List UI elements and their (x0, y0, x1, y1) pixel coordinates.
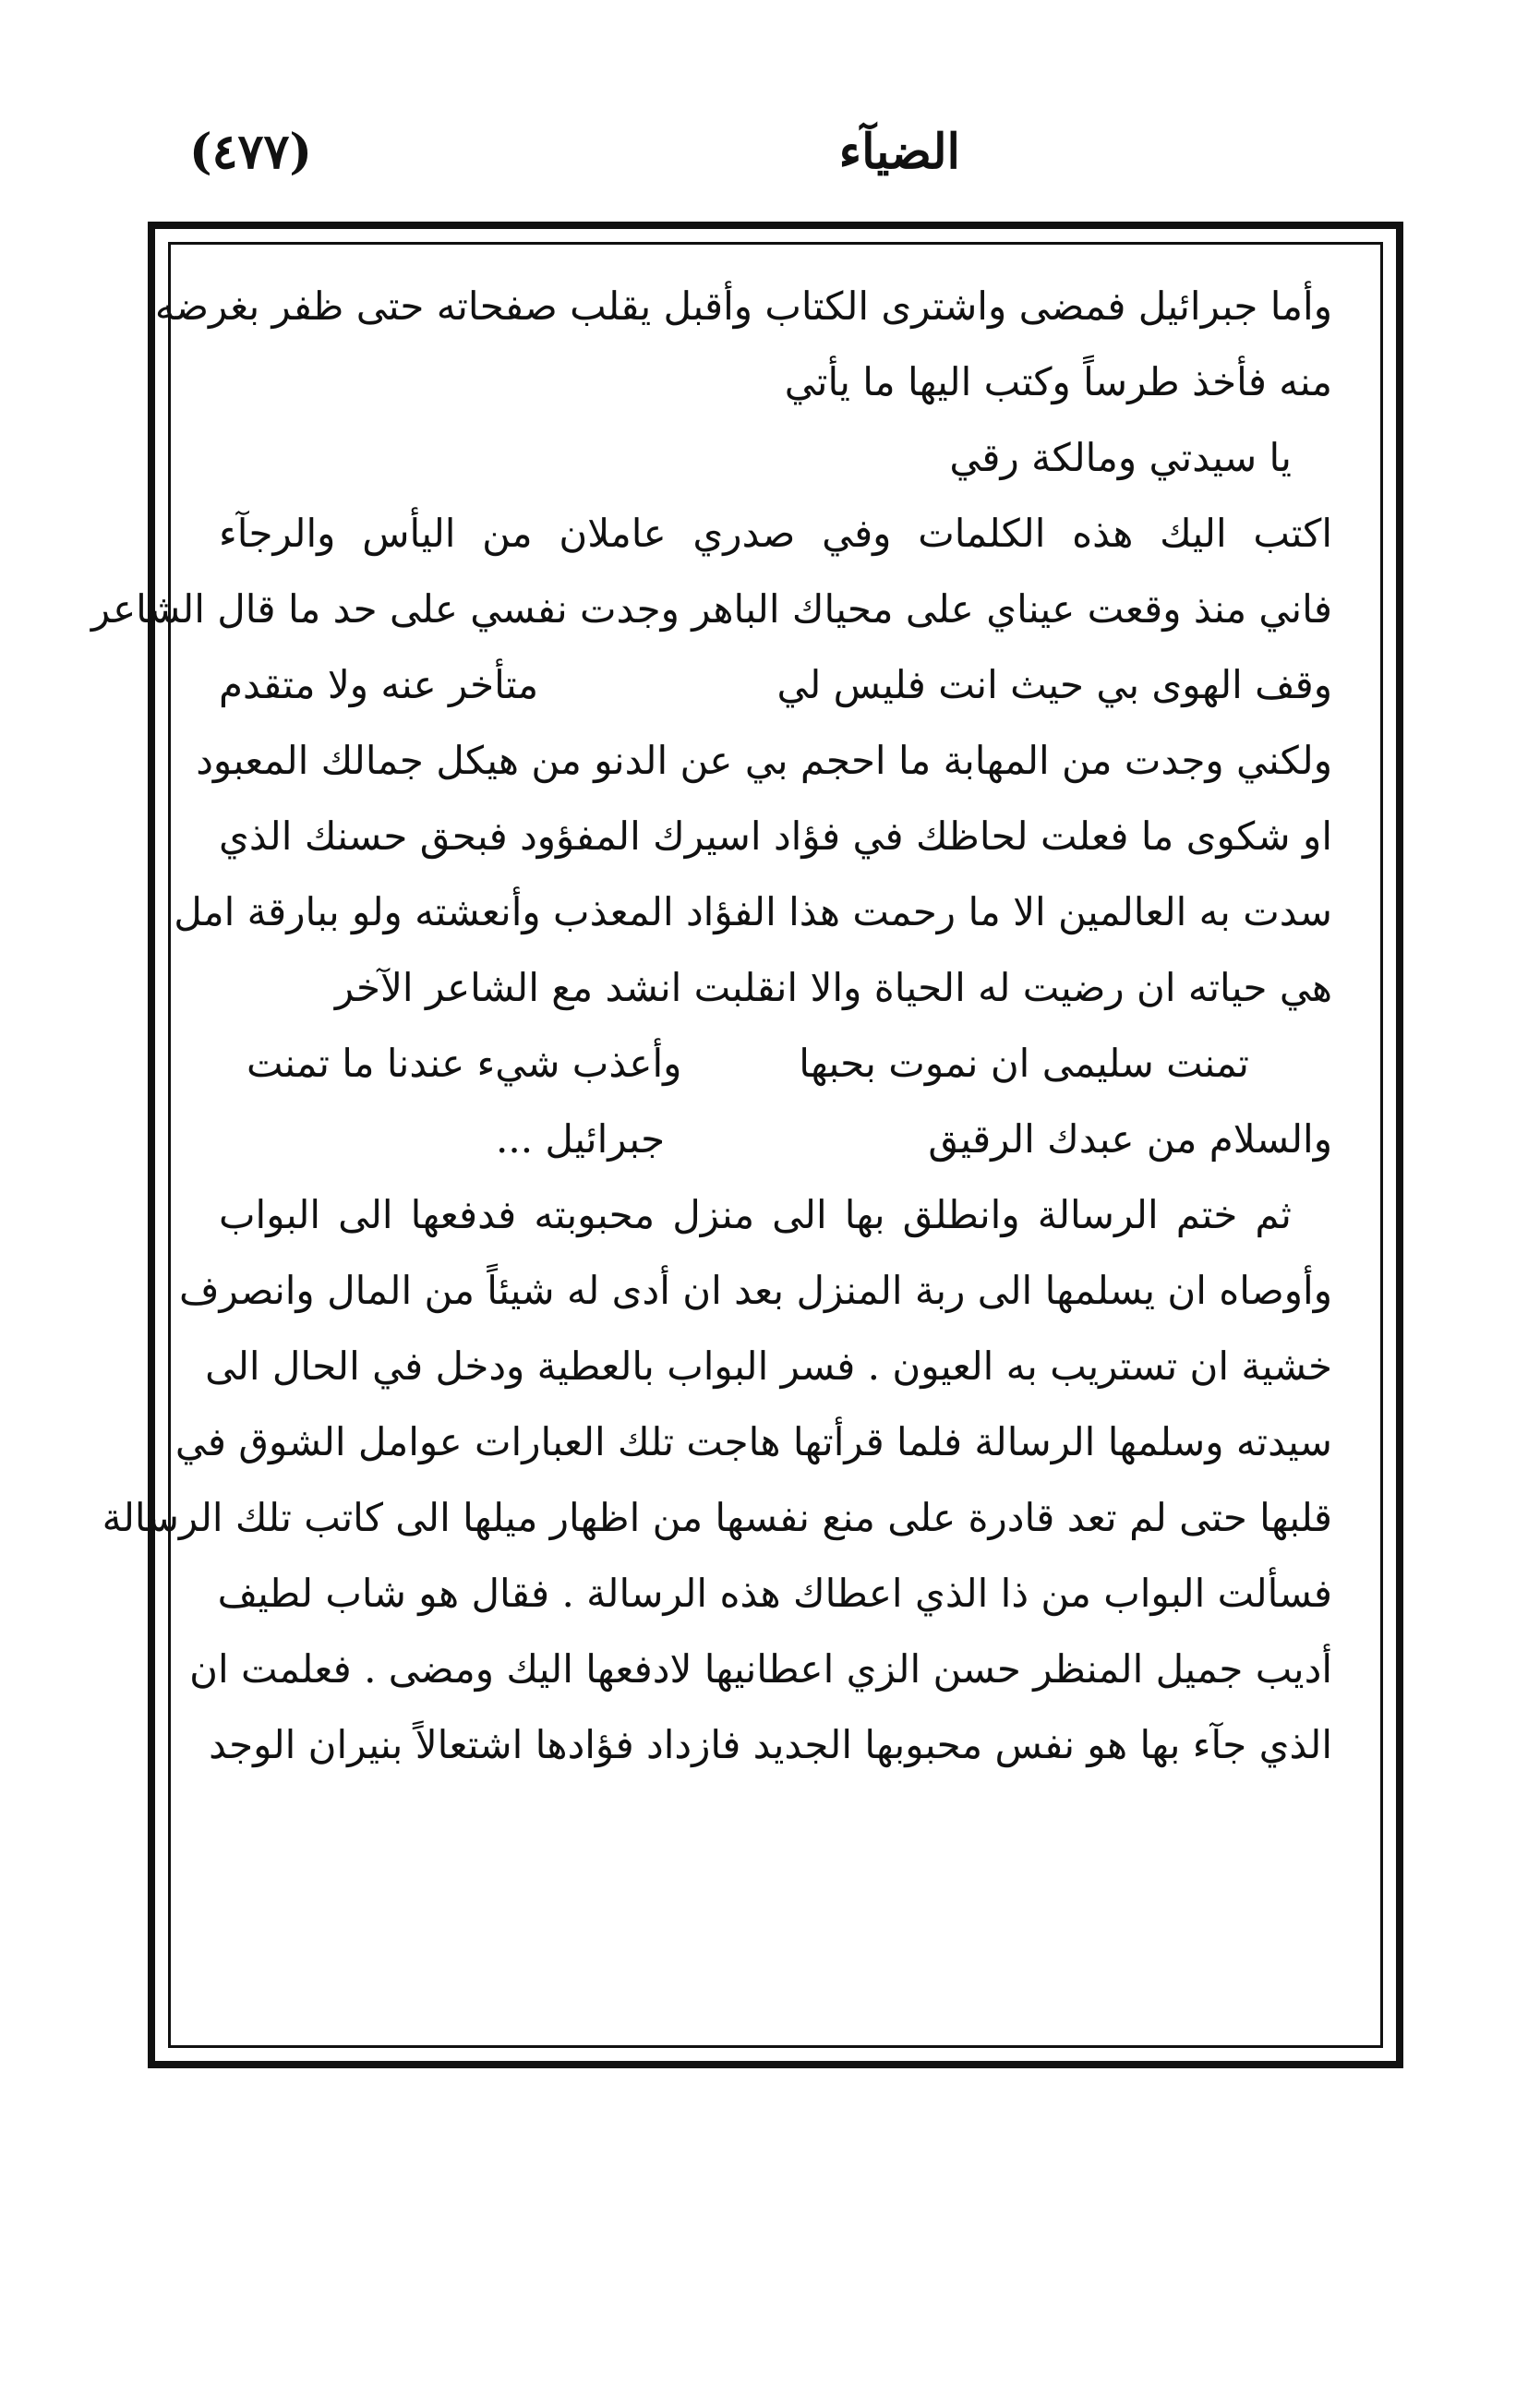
poetry-verse (219, 1026, 1332, 1102)
body-line: وأما جبرائيل فمضى واشترى الكتاب وأقبل يقلب صفحاته حتى ظفر بغرضه (154, 283, 1332, 329)
body-line: سيدته وسلمها الرسالة فلما قرأتها هاجت تلك العبارات عوامل الشوق في (174, 1419, 1332, 1464)
body-line: فاني منذ وقعت عيناي على محياك الباهر وجدت نفسي على حد ما قال الشاعر (90, 586, 1332, 632)
page-header (189, 111, 1362, 194)
verse-second-hemistich: وأعذب شيء عندنا ما تمنت (247, 1041, 682, 1086)
verse-first-hemistich: وقف الهوى بي حيث انت فليس لي (776, 662, 1332, 707)
body-line: او شكوى ما فعلت لحاظك في فؤاد اسيرك المفؤود فبحق حسنك الذي (219, 813, 1332, 859)
body-line: اكتب اليك هذه الكلمات وفي صدري عاملان من اليأس والرجآء (219, 511, 1332, 556)
page-frame-inner (90, 242, 1383, 2048)
body-line: الذي جآء بها هو نفس محبوبها الجديد فازداد فؤادها اشتعالاً بنيران الوجد (209, 1722, 1332, 1767)
verse-first-hemistich: تمنت سليمى ان نموت بحبها (799, 1041, 1249, 1086)
body-line: قلبها حتى لم تعد قادرة على منع نفسها من اظهار ميلها الى كاتب تلك الرسالة (102, 1495, 1332, 1540)
page-frame-outer (90, 222, 1403, 2068)
body-line: منه فأخذ طرساً وكتب اليها ما يأتي (784, 359, 1332, 404)
body-line: ثم ختم الرسالة وانطلق بها الى منزل محبوبته فدفعها الى البواب (219, 1192, 1292, 1237)
signature-name: جبرائيل ... (496, 1116, 666, 1162)
body-line: هي حياته ان رضيت له الحياة والا انقلبت انشد مع الشاعر الآخر (334, 965, 1332, 1010)
page-number: (٤٧٧) (189, 124, 313, 180)
body-line: ولكني وجدت من المهابة ما احجم بي عن الدنو من هيكل جمالك المعبود (196, 738, 1332, 783)
body-line: خشية ان تستريب به العيون . فسر البواب بالعطية ودخل في الحال الى (205, 1343, 1332, 1389)
letter-salutation: يا سيدتي ومالكة رقي (949, 435, 1292, 480)
body-line: فسألت البواب من ذا الذي اعطاك هذه الرسالة . فقال هو شاب لطيف (217, 1571, 1332, 1616)
signature-closing: والسلام من عبدك الرقيق (928, 1116, 1332, 1162)
body-line: سدت به العالمين الا ما رحمت هذا الفؤاد المعذب وأنعشته ولو ببارقة امل (174, 889, 1332, 934)
body-line: وأوصاه ان يسلمها الى ربة المنزل بعد ان أدى له شيئاً من المال وانصرف (178, 1268, 1332, 1313)
verse-second-hemistich: متأخر عنه ولا متقدم (219, 662, 539, 707)
page-body (90, 269, 1332, 1783)
poetry-verse (219, 647, 1332, 723)
page-title: الضيآء (838, 124, 960, 180)
body-line: أديب جميل المنظر حسن الزي اعطانيها لادفعها اليك ومضى . فعلمت ان (189, 1646, 1332, 1692)
letter-signature (219, 1102, 1332, 1177)
